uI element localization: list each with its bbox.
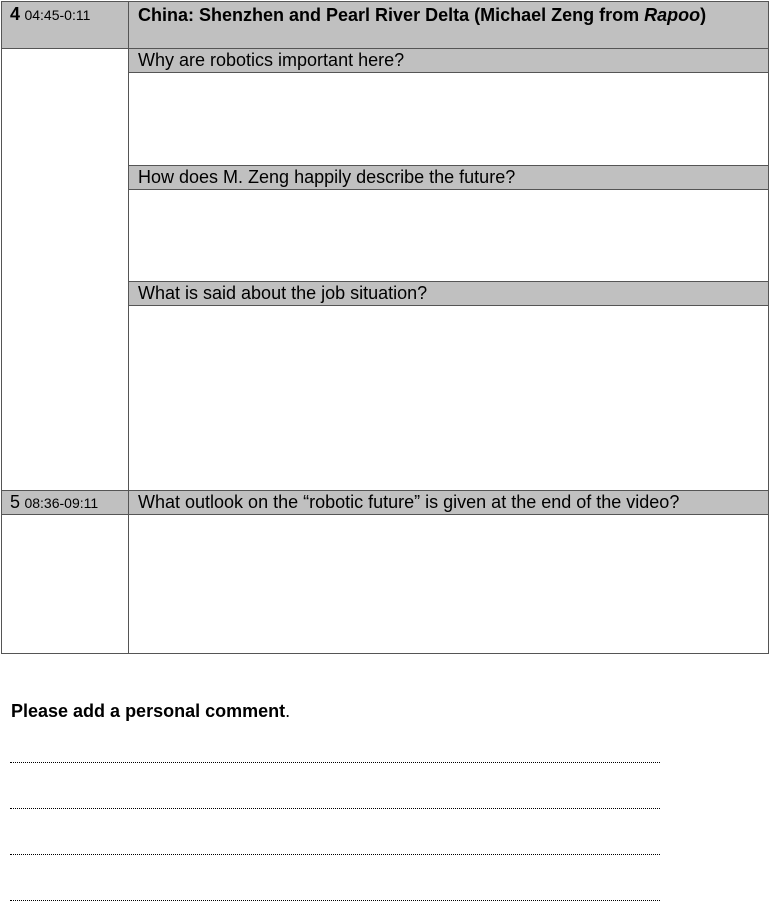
row-number: 5 <box>10 492 21 512</box>
timestamp: 08:36-09:11 <box>24 495 99 511</box>
comment-line[interactable] <box>10 854 660 855</box>
answer-field[interactable] <box>129 73 768 165</box>
row-4-label <box>10 4 90 25</box>
comment-line[interactable] <box>10 808 660 809</box>
row-5-label <box>10 491 98 515</box>
row-number: 4 <box>10 4 21 24</box>
timestamp: 04:45-0:11 <box>24 7 91 23</box>
answer-field[interactable] <box>129 306 768 490</box>
comment-line[interactable] <box>10 762 660 763</box>
question-text: Why are robotics important here? <box>138 50 405 70</box>
answer-field[interactable] <box>129 515 768 653</box>
question-text: How does M. Zeng happily describe the future? <box>138 167 516 187</box>
question-text: What is said about the job situation? <box>138 283 428 303</box>
comment-prompt: Please add a personal comment. <box>11 701 291 721</box>
question-text: What outlook on the “robotic future” is given at the end of the video? <box>138 492 680 512</box>
answer-field[interactable] <box>129 190 768 281</box>
comment-line[interactable] <box>10 900 660 901</box>
section-title: China: Shenzhen and Pearl River Delta (Michael Zeng from Rapoo) <box>138 5 707 25</box>
